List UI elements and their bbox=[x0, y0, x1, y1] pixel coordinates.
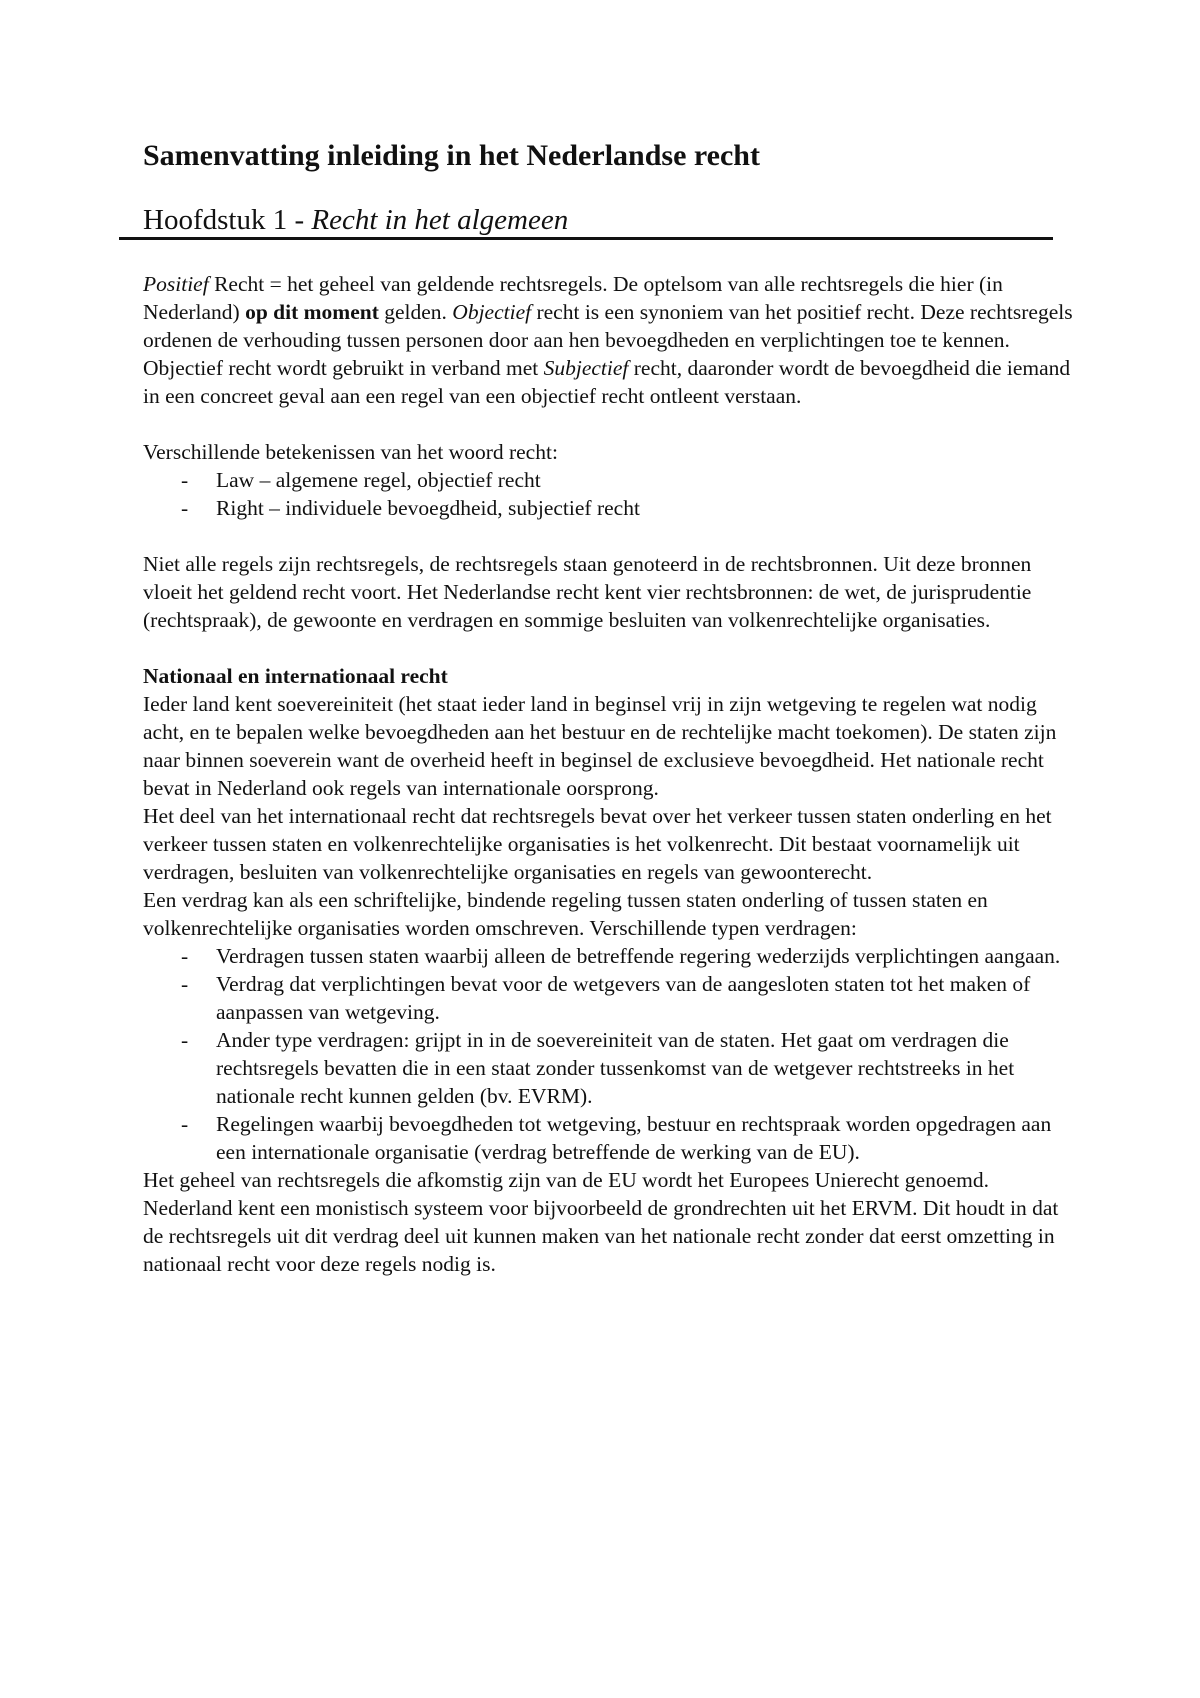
term-objectief: Objectief bbox=[452, 300, 532, 325]
meanings-intro: Verschillende betekenissen van het woord recht: bbox=[143, 440, 558, 465]
document-body bbox=[143, 138, 1073, 1278]
emphasis-op-dit-moment: op dit moment bbox=[245, 300, 379, 325]
spacer bbox=[143, 522, 1073, 550]
chapter-heading bbox=[119, 204, 1053, 240]
text-run: recht is een synoniem van het positief recht. Deze rechtsregels ordenen de verhouding tussen personen door aan hen bevoegdheden en verplichtingen toe te kennen. Objectief recht wordt gebruikt in verband met bbox=[143, 300, 1073, 381]
paragraph-unierecht: Het geheel van rechtsregels die afkomstig zijn van de EU wordt het Europees Unierecht genoemd. bbox=[143, 1168, 989, 1193]
text-run: recht, daaronder wordt de bevoegdheid die iemand in een concreet geval aan een regel van een objectief recht ontleent verstaan. bbox=[143, 356, 1071, 409]
paragraph-soevereiniteit: Ieder land kent soevereiniteit (het staat ieder land in beginsel vrij in zijn wetgeving te regelen wat nodig acht, en te bepalen welke bevoegdheden aan het bestuur en de rechtelijke macht toekomen). De staten zijn naar binnen soeverein want de overheid heeft in beginsel de exclusieve bevoegdheid. Het nationale recht bevat in Nederland ook regels van internationale oorsprong. bbox=[143, 692, 1057, 801]
treaty-types-list bbox=[143, 942, 1073, 1166]
list-item bbox=[143, 942, 1073, 970]
list-item-text: Regelingen waarbij bevoegdheden tot wetgeving, bestuur en rechtspraak worden opgedragen aan een internationale organisatie (verdrag betreffende de werking van de EU). bbox=[216, 1112, 1052, 1165]
dash-bullet: - bbox=[181, 468, 189, 493]
text-run: Recht = het geheel van geldende rechtsregels. De optelsom van alle rechtsregels die hier (in Nederland) bbox=[143, 272, 1003, 325]
paragraph-verdrag: Een verdrag kan als een schriftelijke, bindende regeling tussen staten onderling of tussen staten en volkenrechtelijke organisaties worden omschreven. Verschillende typen verdragen: bbox=[143, 888, 988, 941]
spacer bbox=[143, 634, 1073, 662]
chapter-title: Recht in het algemeen bbox=[311, 204, 569, 236]
paragraph-monistisch: Nederland kent een monistisch systeem voor bijvoorbeeld de grondrechten uit het ERVM. Dit houdt in dat de rechtsregels uit dit verdrag deel uit kunnen maken van het nationale recht zonder dat eerst omzetting in nationaal recht voor deze regels nodig is. bbox=[143, 1196, 1059, 1277]
dash-bullet: - bbox=[181, 1112, 189, 1137]
term-positief: Positief bbox=[143, 272, 209, 297]
paragraph-rechtsbronnen: Niet alle regels zijn rechtsregels, de rechtsregels staan genoteerd in de rechtsbronnen. Uit deze bronnen vloeit het geldend recht voort. Het Nederlandse recht kent vier rechtsbronnen: de wet, de jurisprudentie (rechtspraak), de gewoonte en verdragen en sommige besluiten van volkenrechtelijke organisaties. bbox=[143, 552, 1032, 633]
paragraph-positief-recht bbox=[143, 270, 1073, 410]
text-run: gelden. bbox=[378, 300, 453, 325]
list-item bbox=[143, 970, 1073, 1026]
list-item-text: Verdrag dat verplichtingen bevat voor de wetgevers van de aangesloten staten tot het maken of aanpassen van wetgeving. bbox=[216, 972, 1031, 1025]
term-subjectief: Subjectief bbox=[543, 356, 629, 381]
list-item bbox=[143, 494, 1073, 522]
list-item-text: Law – algemene regel, objectief recht bbox=[216, 468, 541, 493]
list-item-text: Ander type verdragen: grijpt in in de soevereiniteit van de staten. Het gaat om verdragen die rechtsregels bevatten die in een staat zonder tussenkomst van de wetgever rechtstreeks in het nationale recht kunnen gelden (bv. EVRM). bbox=[216, 1028, 1015, 1109]
dash-bullet: - bbox=[181, 972, 189, 997]
list-item bbox=[143, 466, 1073, 494]
list-item bbox=[143, 1110, 1073, 1166]
document-title: Samenvatting inleiding in het Nederlandse recht bbox=[143, 139, 760, 172]
paragraph-volkenrecht: Het deel van het internationaal recht dat rechtsregels bevat over het verkeer tussen staten onderling en het verkeer tussen staten en volkenrechtelijke organisaties is het volkenrecht. Dit bestaat voornamelijk uit verdragen, besluiten van volkenrechtelijke organisaties en regels van gewoonterecht. bbox=[143, 804, 1052, 885]
meanings-list bbox=[143, 466, 1073, 522]
list-item-text: Right – individuele bevoegdheid, subjectief recht bbox=[216, 496, 640, 521]
list-item-text: Verdragen tussen staten waarbij alleen de betreffende regering wederzijds verplichtingen aangaan. bbox=[216, 944, 1061, 969]
dash-bullet: - bbox=[181, 496, 189, 521]
section-heading: Nationaal en internationaal recht bbox=[143, 664, 448, 689]
dash-bullet: - bbox=[181, 1028, 189, 1053]
spacer bbox=[143, 410, 1073, 438]
list-item bbox=[143, 1026, 1073, 1110]
chapter-prefix: Hoofdstuk 1 - bbox=[143, 204, 312, 236]
dash-bullet: - bbox=[181, 944, 189, 969]
